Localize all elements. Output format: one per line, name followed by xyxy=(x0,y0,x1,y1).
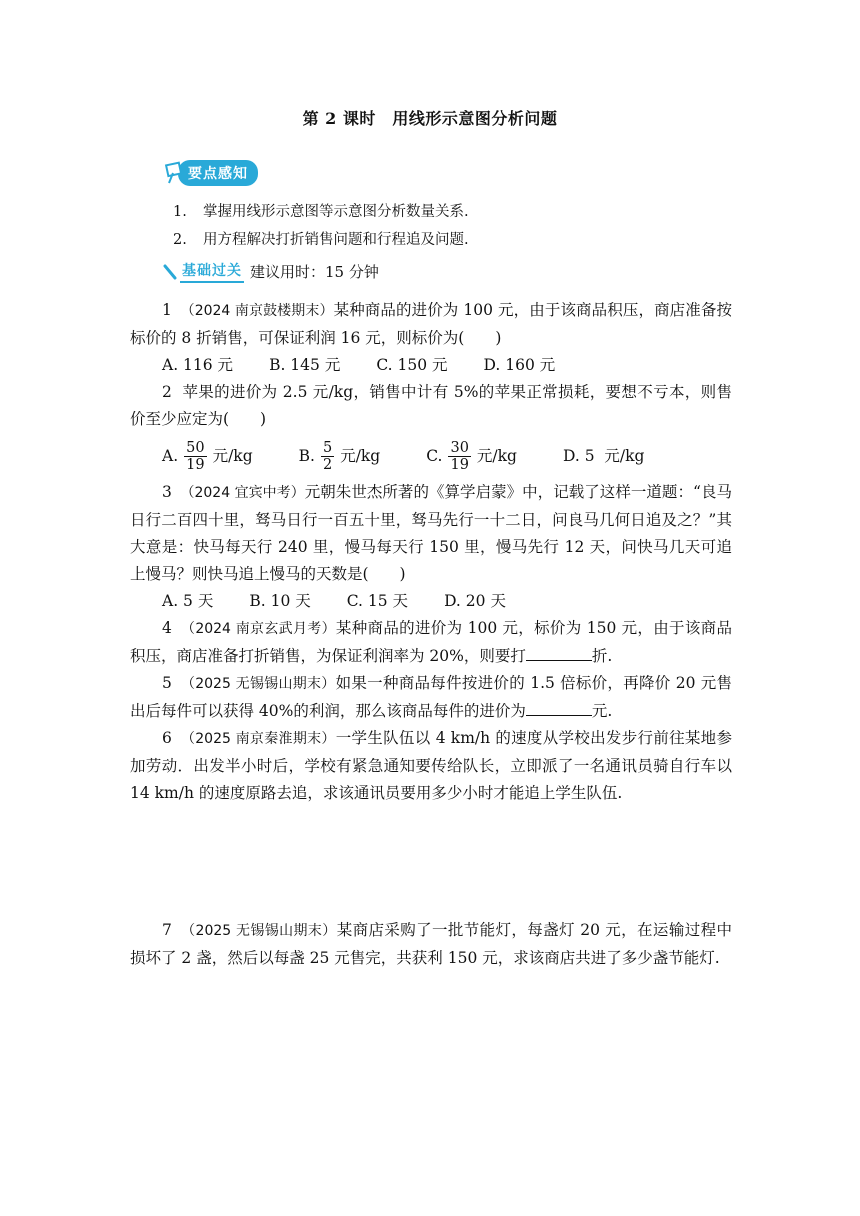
key-points-label: 要点感知 xyxy=(178,160,258,186)
key-points-list xyxy=(173,198,469,254)
list-item: 2. 用方程解决打折销售问题和行程追及问题. xyxy=(173,232,469,248)
question-3-options xyxy=(130,588,732,615)
question-1-options xyxy=(130,352,732,379)
answer-space[interactable] xyxy=(130,807,732,917)
basic-practice-label: 基础过关 xyxy=(180,260,244,283)
fraction: $\frac{30}{19}$ xyxy=(450,439,469,473)
fraction: $\frac{50}{19}$ xyxy=(186,439,205,473)
suggested-time: 建议用时：15 分钟 xyxy=(250,263,379,281)
key-points-badge xyxy=(164,160,258,186)
option: B. $\frac{5}{2}$ 元/kg xyxy=(298,439,381,473)
question-3: 3 （2024 宜宾中考）元朝朱世杰所著的《算学启蒙》中，记载了这样一道题：“良马日行二百四十里，驽马日行一百五十里，驽马先行一十二日，问良马几何日追及之？”其大意是：快马每天行 240 里，慢马每天行 150 里，慢马先行 12 天，问快马几天可追上慢马？则快马追上慢马的天数是( ) xyxy=(130,483,732,583)
question-2: 2 苹果的进价为 2.5 元/kg，销售中计有 5%的苹果正常损耗，要想不亏本，则售价至少应定为( ) xyxy=(130,383,733,428)
pushpin-icon xyxy=(164,161,186,185)
fraction: $\frac{5}{2}$ xyxy=(322,439,333,473)
option: B. 145 元 xyxy=(269,356,341,374)
option: A. 5 天 xyxy=(162,592,214,610)
answer-blank[interactable] xyxy=(526,699,592,716)
option: D. 20 天 xyxy=(444,592,506,610)
answer-blank[interactable] xyxy=(526,644,592,661)
question-1: 1 （2024 南京鼓楼期末）某种商品的进价为 100 元，由于该商品积压，商店准备按标价的 8 折销售，可保证利润 16 元，则标价为( ) xyxy=(130,301,732,347)
option: A. 116 元 xyxy=(162,356,234,374)
option: D. 5 元/kg xyxy=(562,446,645,465)
option: C. 150 元 xyxy=(376,356,448,374)
question-5: 5 （2025 无锡锡山期末）如果一种商品每件按进价的 1.5 倍标价，再降价 20 元售出后每件可以获得 40%的利润，那么该商品每件的进价为 元. xyxy=(130,674,732,720)
option: B. 10 天 xyxy=(249,592,311,610)
questions xyxy=(130,297,732,972)
question-7: 7 （2025 无锡锡山期末）某商店采购了一批节能灯，每盏灯 20 元，在运输过程中损坏了 2 盏，然后以每盏 25 元售完，共获利 150 元，求该商店共进了多少盏节能灯. xyxy=(130,921,732,967)
question-6: 6 （2025 南京秦淮期末）一学生队伍以 4 km/h 的速度从学校出发步行前往某地参加劳动．出发半小时后，学校有紧急通知要传给队长，立即派了一名通讯员骑自行车以 14 km/h 的速度原路去追，求该通讯员要用多少小时才能追上学生队伍. xyxy=(130,729,732,802)
option: C. 15 天 xyxy=(346,592,409,610)
option: C. $\frac{30}{19}$ 元/kg xyxy=(426,439,517,473)
option: A. $\frac{50}{19}$ 元/kg xyxy=(162,439,253,473)
pencil-icon xyxy=(162,263,180,281)
question-4: 4 （2024 南京玄武月考）某种商品的进价为 100 元，标价为 150 元，由于该商品积压，商店准备打折销售，为保证利润率为 20%，则要打 折. xyxy=(130,619,732,665)
list-item: 1. 掌握用线形示意图等示意图分析数量关系. xyxy=(173,204,469,220)
page-title: 第 2 课时 用线形示意图分析问题 xyxy=(302,109,558,128)
question-2-options xyxy=(130,433,732,479)
option: D. 160 元 xyxy=(483,356,556,374)
basic-practice-badge xyxy=(162,260,379,283)
